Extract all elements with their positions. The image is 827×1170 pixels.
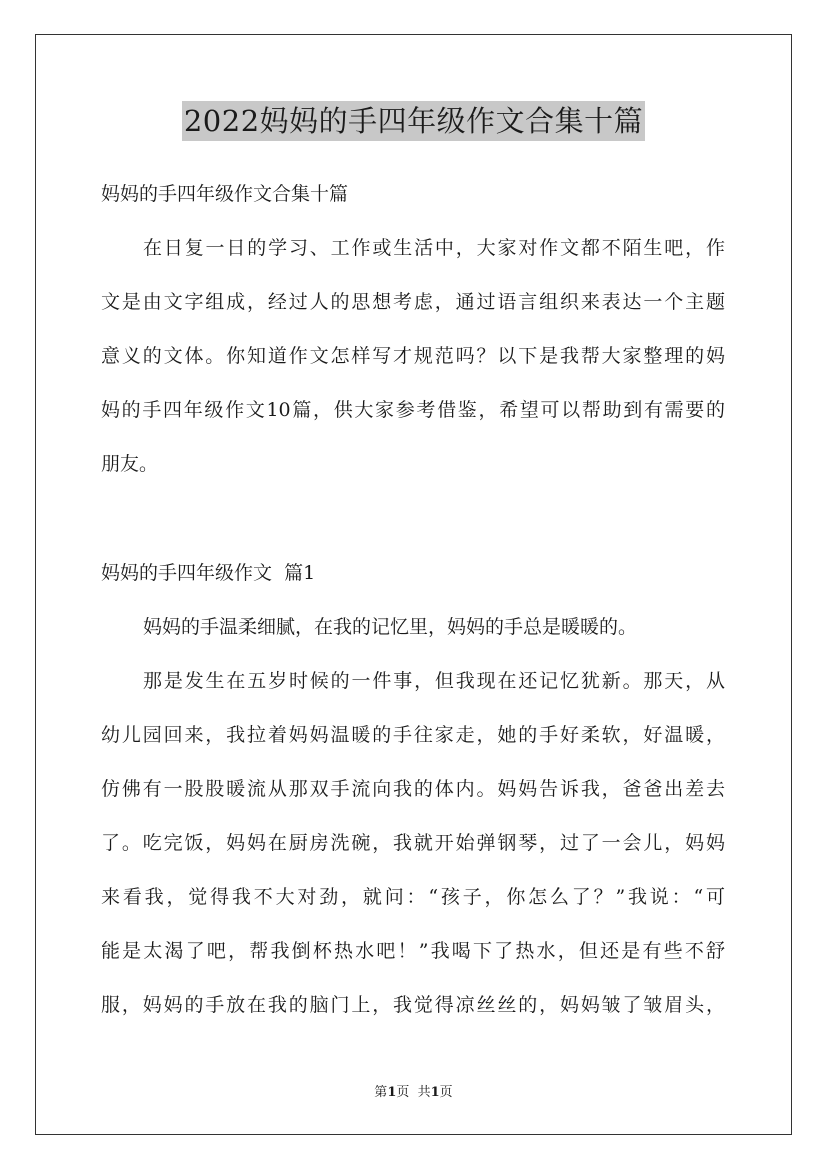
intro-line: 意义的文体。你知道作文怎样写才规范吗？以下是我帮大家整理的妈 bbox=[101, 345, 725, 367]
intro-line: 文是由文字组成，经过人的思想考虑，通过语言组织来表达一个主题 bbox=[101, 291, 725, 313]
paragraph-line: 仿佛有一股股暖流从那双手流向我的体内。妈妈告诉我，爸爸出差去 bbox=[101, 778, 725, 800]
intro-line: 朋友。 bbox=[101, 453, 159, 475]
section-heading: 妈妈的手四年级作文 篇1 bbox=[101, 562, 316, 584]
document-title: 2022妈妈的手四年级作文合集十篇 bbox=[182, 101, 645, 141]
intro-line: 妈的手四年级作文10篇，供大家参考借鉴，希望可以帮助到有需要的 bbox=[101, 399, 725, 421]
title-wrap bbox=[0, 101, 827, 141]
paragraph-line: 了。吃完饭，妈妈在厨房洗碗，我就开始弹钢琴，过了一会儿，妈妈 bbox=[101, 832, 725, 854]
paragraph-line: 那是发生在五岁时候的一件事，但我现在还记忆犹新。那天，从 bbox=[143, 670, 725, 692]
page-footer bbox=[0, 1084, 827, 1102]
document-subtitle: 妈妈的手四年级作文合集十篇 bbox=[101, 183, 349, 205]
footer-prefix: 第 bbox=[374, 1085, 388, 1100]
paragraph-line: 能是太渴了吧，帮我倒杯热水吧！”我喝下了热水，但还是有些不舒 bbox=[101, 940, 725, 962]
paragraph-line: 幼儿园回来，我拉着妈妈温暖的手往家走，她的手好柔软，好温暖， bbox=[101, 724, 725, 746]
footer-current-page: 1 bbox=[387, 1085, 397, 1100]
paragraph-line: 服，妈妈的手放在我的脑门上，我觉得凉丝丝的，妈妈皱了皱眉头， bbox=[101, 994, 725, 1016]
footer-mid: 页 共 bbox=[396, 1085, 431, 1100]
footer-suffix: 页 bbox=[439, 1085, 453, 1100]
paragraph-line: 来看我，觉得我不大对劲，就问：“孩子，你怎么了？”我说：“可 bbox=[101, 886, 725, 908]
intro-line: 在日复一日的学习、工作或生活中，大家对作文都不陌生吧，作 bbox=[143, 237, 725, 259]
paragraph-line: 妈妈的手温柔细腻，在我的记忆里，妈妈的手总是暖暖的。 bbox=[143, 616, 638, 638]
footer-total-pages: 1 bbox=[430, 1085, 440, 1100]
